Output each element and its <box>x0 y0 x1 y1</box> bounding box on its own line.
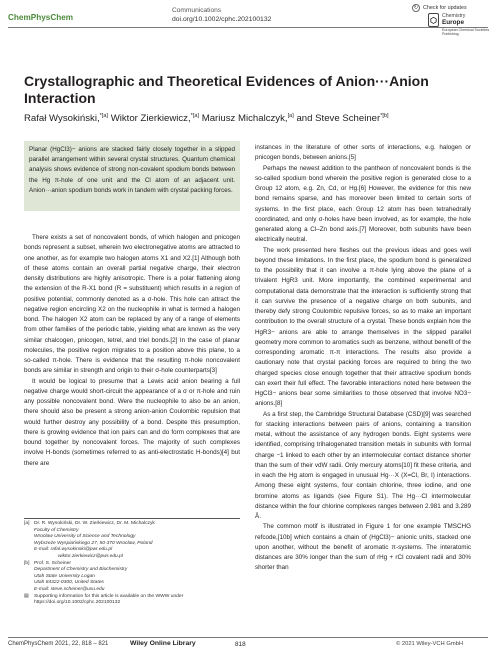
refresh-icon: ↻ <box>413 4 419 11</box>
publisher-line-1: Chemistry <box>442 13 466 19</box>
abstract-box: Planar (HgCl3)− anions are stacked fairly closely together in a slipped parallel arrangement within several crystal structures. Quantum chemical analysis shows evidence of strong non-covalent spodium bonds between the Hg π-hole of one unit and the Cl atom of an adjacent unit. Anion···anion spodium bonds work in tandem with crystal packing forces. <box>24 141 240 211</box>
section-label: Communications <box>172 7 222 14</box>
doi-link[interactable]: doi.org/10.1002/cphc.202100132 <box>172 16 272 23</box>
copyright-line: © 2021 Wiley-VCH GmbH <box>396 641 464 647</box>
author-name: and Steve Scheiner <box>293 113 381 125</box>
body-paragraph: The common motif is illustrated in Figure 1 for one example TMSCHG refcode,[10b] which contains a chain of (HgCl3)− anionic units, stacked one upon another, without the benefit of aromatic π-systems. The interatomic distances are 30% longer than the sum of rHg + rCl covalent radii and 30% shorter than <box>255 523 471 572</box>
footnote-line: Utah State University Logan <box>34 573 95 579</box>
author-name: Mariusz Michalczyk, <box>199 113 288 125</box>
footnote-line: Wrocław University of Science and Technology <box>34 534 136 540</box>
publisher-line-3: European Chemical Societies Publishing <box>442 28 490 37</box>
footnote-label: [a] <box>24 521 30 526</box>
footnote-divider <box>24 518 240 519</box>
footnote-line: Wybrzeże Wyspiańskiego 27, 50-370 Wrocław, Poland <box>34 540 153 546</box>
footnote-line: Faculty of Chemistry <box>34 527 79 533</box>
body-paragraph: The work presented here fleshes out the previous ideas and goes well beyond these limitations. In the first place, the spodium bond is generalized to the possibility that it can involve a π-hole lying above the plane of a trivalent HgR3 unit. More importantly, the combined experimental and computational data demonstrate that the interaction is sufficiently strong that it can survive the presence of a negative charge on both subunits, and thereby defy strong Coulombic repulsive forces, so as to make an important contribution to the overall structure of a crystal. These bonds explain how the HgR3− anions are able to arrange themselves in the slipped parallel geometry more common to aromatics such as benzene, without benefit of the corresponding aromatic π-π interactions. The results also provide a cautionary note that crystal packing forces are required to bring the two charged species close enough together that their attractive spodium bonds can exert their full effect. The favorable interactions noted here between the HgCl3− anions bear some similarities to those observed that involve NO3− anions.[8] <box>255 246 471 408</box>
author-affiliation: *[b] <box>380 113 389 119</box>
author-name: Wiktor Zierkiewicz, <box>108 113 191 125</box>
footnote-line: Department of Chemistry and Biochemistry <box>34 567 128 573</box>
body-paragraph: It would be logical to presume that a Lewis acid anion bearing a full negative charge would short-circuit the appearance of a σ or π-hole and ruin any possible noncovalent bond. Were the nucleophile to also be an anion, there should also be present a strong anion-anion Coulombic repulsion that would further destroy any possibility of a bond. Despite this presumption, there is growing evidence that ion pairs can and do form complexes that are bound together by noncovalent forces. The majority of such complexes involve H-bonds (sometimes referred to as anti-electrostatic H-bonds)[4] but there are <box>24 377 240 467</box>
footnote-line: Prof. S. Scheiner <box>34 560 71 566</box>
body-paragraph: As a first step, the Cambridge Structural Database (CSD)[9] was searched for stacking interactions between pairs of anions, containing a transition metal, without the assistance of any hydrogen bonds. Eight systems were identified, comprising trihalogenated transition metals in subunits with formal charge −1 linked to each other by an intermolecular contact distance shorter than the sum of their vdW radii. Only mercury atoms[10] fit these criteria, and in each the Hg atom is engaged in unusual Hg···X (X=Cl, Br, I) interactions. Among these eight systems, four contain chlorine, three iodine, and one bromine atoms as ligands (see Figure S1). The Hg···Cl intermolecular distance within the four chlorine complexes ranges between 2.981 and 3.289 Å. <box>255 410 471 520</box>
footnote-label: [b] <box>24 560 30 566</box>
body-paragraph: There exists a set of noncovalent bonds, of which halogen and pnicogen bonds represent a subset, wherein two electronegative atoms are attracted to one another, as for example two halogen atoms X1 and X2.[1] Although both of these atoms contain an overall partial negative charge, their electron density distributions are highly anisotropic. There is a polar flattening along the extension of the R-X1 bond (R = substituent) which results in a region of positive potential, commonly denoted as a σ-hole. This hole can attract the negative region encircling X2 on the nucleophile in what is termed a halogen bond. The halogen X2 atom can be replaced by any of a range of elements from other families of the periodic table, yielding what are known as the very similar chalcogen, pnicogen, tetrel, and triel bonds.[2] In the case of planar molecules, the positive region migrates to a position above this plane, to a so-called π-hole. There is evidence that the resulting π-hole noncovalent bonds are similar in strength and origin to their σ-hole counterparts[3] <box>24 234 240 375</box>
email-link[interactable]: wiktor.zierkiewicz@pwr.edu.pl <box>58 553 123 559</box>
footer-divider <box>8 637 488 638</box>
body-paragraph: instances in the literature of other sorts of interactions, e.g. halogen or pnicogen bonds, between anions.[5] <box>255 144 471 162</box>
publisher-line-2: Europe <box>442 19 465 26</box>
check-updates-button[interactable] <box>412 2 492 13</box>
publisher-logo <box>428 13 490 39</box>
author-affiliation: [a] <box>287 113 294 119</box>
supporting-info-link[interactable]: Supporting information for this article is available on the WWW under https://doi.org/10.1002/cphc.202100132 <box>34 593 184 606</box>
chemistry-europe-icon: ⬡ <box>428 13 439 27</box>
page-number: 818 <box>235 641 246 648</box>
body-right-column <box>255 143 471 574</box>
author-affiliation: *[a] <box>99 113 109 119</box>
wiley-online-library-link[interactable]: Wiley Online Library <box>130 640 196 647</box>
affiliation-footnotes <box>24 521 240 607</box>
check-updates-label: Check for updates <box>423 4 467 11</box>
body-paragraph: Perhaps the newest addition to the pantheon of noncovalent bonds is the so-called spodium bond wherein the positive region is generated close to a Group 12 atom, e.g. Zn, Cd, or Hg.[6] However, the evidence for this new bond remains sparse, and has moreover been limited to certain sorts of systems. In the first place, each Group 12 atom has been tetrahedrally coordinated, and only σ-holes have been involved, as for example, the hole generated along a Cl–Zn bond axis.[7] Moreover, both subunits have been electrically neutral. <box>255 164 471 244</box>
article-title: Crystallographic and Theoretical Evidences of Anion···Anion Interaction <box>24 73 429 106</box>
journal-name[interactable]: ChemPhysChem <box>8 13 74 22</box>
footnote-line: Utah 84322-0300, United States <box>34 580 104 586</box>
body-left-column <box>24 233 240 469</box>
header-divider <box>8 27 488 28</box>
author-affiliation: *[a] <box>190 113 200 119</box>
citation-line: ChemPhysChem 2021, 22, 818 – 821 <box>8 641 109 647</box>
email-link[interactable]: E-mail: steve.scheiner@usu.edu <box>34 586 105 592</box>
author-list <box>24 113 389 124</box>
supporting-info-icon: ▤ <box>24 593 29 599</box>
email-link[interactable]: E-mail: rafal.wysokinski@pwr.edu.pl <box>34 547 113 553</box>
author-name: Rafał Wysokiński, <box>24 113 100 125</box>
footnote-line: Dr. R. Wysokiński, Dr. W. Zierkiewicz, Dr. M. Michalczyk <box>34 521 155 526</box>
